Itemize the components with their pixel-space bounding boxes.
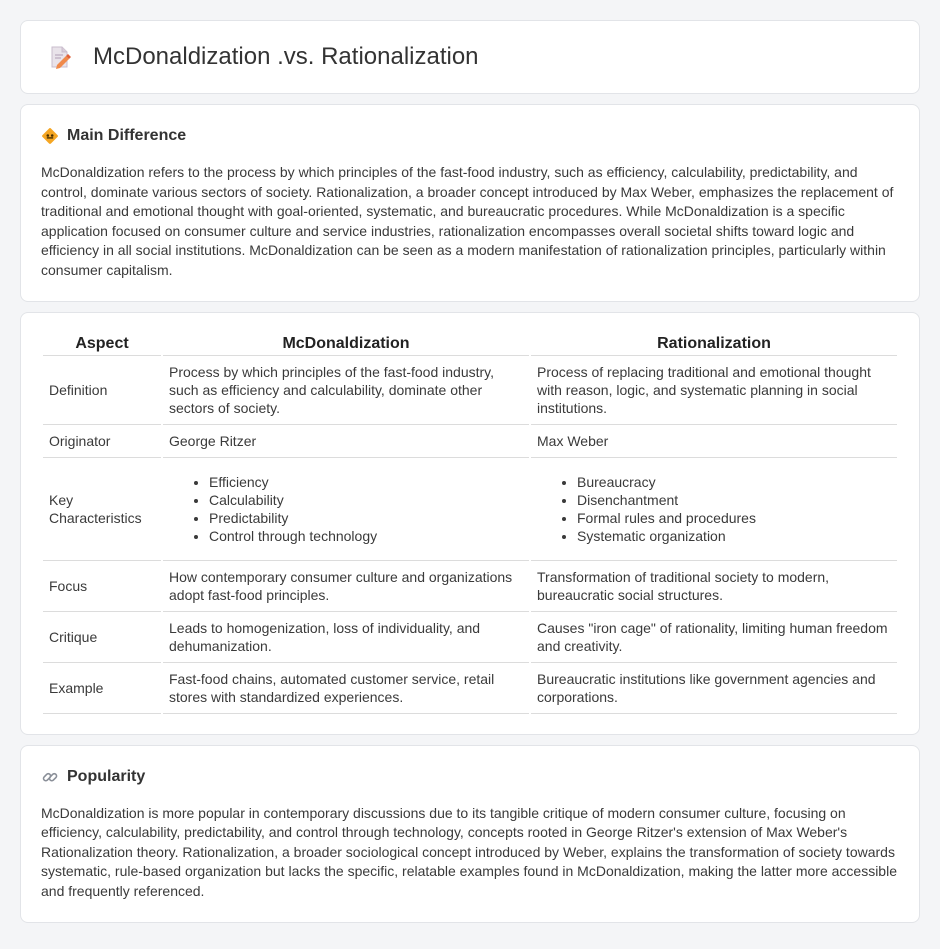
- popularity-text: McDonaldization is more popular in contemporary discussions due to its tangible critique of modern consumer culture, focusing on efficiency, calculability, predictability, and control through technology, concepts rooted in George Ritzer's extension of Max Weber's Rationalization theory. Rationalization, a broader sociological concept introduced by Weber, explains the transformation of society towards systematic, rule-based organization but lacks the specific, relatable examples found in McDonaldization, making the latter more accessible and frequently referenced.: [41, 804, 897, 899]
- mcdonaldization-cell: Process by which principles of the fast-food industry, such as efficiency and calculability, dominate other sectors of society.: [163, 356, 529, 425]
- mcdonaldization-cell: Leads to homogenization, loss of individuality, and dehumanization.: [163, 612, 529, 663]
- header-mcdonaldization: McDonaldization: [163, 331, 529, 356]
- main-difference-text: McDonaldization refers to the process by which principles of the fast-food industry, such as efficiency, calculability, predictability, and control, dominate various sectors of society. Rationalization, a broader concept introduced by Max Weber, emphasizes the replacement of traditional and emotional thought with goal-oriented, systematic, and bureaucratic procedures. While McDonaldization is a specific application focused on consumer culture and service industries, rationalization encompasses overall societal shifts toward logic and efficiency in all social institutions. McDonaldization can be seen as a modern manifestation of rationalization principles, particularly within consumer capitalism.: [41, 164, 894, 278]
- rationalization-cell: Causes "iron cage" of rationality, limiting human freedom and creativity.: [531, 612, 897, 663]
- aspect-cell: Definition: [43, 356, 161, 425]
- mcdonaldization-cell: Fast-food chains, automated customer service, retail stores with standardized experiences.: [163, 663, 529, 714]
- table-header-row: [43, 331, 897, 356]
- table-row: [43, 458, 897, 561]
- table-row: [43, 561, 897, 612]
- popularity-heading: Popularity: [67, 767, 146, 785]
- mcdonaldization-cell: [163, 458, 529, 561]
- list-item: • Control through technology: [209, 527, 523, 545]
- list-item: • Bureaucracy: [577, 473, 891, 491]
- aspect-cell: Originator: [43, 425, 161, 458]
- mcdonaldization-cell: George Ritzer: [163, 425, 529, 458]
- document-pencil-icon: [47, 44, 73, 70]
- header-aspect: Aspect: [43, 331, 161, 356]
- aspect-cell: Critique: [43, 612, 161, 663]
- list-item: • Disenchantment: [577, 491, 891, 509]
- diamond-sign-icon: [41, 127, 59, 145]
- list-item: • Formal rules and procedures: [577, 509, 891, 527]
- rationalization-characteristics-list: [577, 465, 891, 553]
- title-card: [20, 20, 920, 94]
- aspect-cell: Focus: [43, 561, 161, 612]
- main-difference-card: [20, 104, 920, 302]
- comparison-table: [41, 331, 899, 714]
- aspect-cell: Key Characteristics: [43, 458, 161, 561]
- list-item: • Efficiency: [209, 473, 523, 491]
- page-title: McDonaldization .vs. Rationalization: [93, 43, 479, 70]
- list-item: • Predictability: [209, 509, 523, 527]
- rationalization-cell: [531, 458, 897, 561]
- table-row: [43, 612, 897, 663]
- comparison-card: [20, 312, 920, 735]
- main-difference-heading: Main Difference: [67, 127, 187, 144]
- list-item: • Systematic organization: [577, 527, 891, 545]
- popularity-card: [20, 745, 920, 923]
- link-icon: [41, 768, 59, 786]
- table-row: [43, 425, 897, 458]
- rationalization-cell: Transformation of traditional society to modern, bureaucratic social structures.: [531, 561, 897, 612]
- list-item: • Calculability: [209, 491, 523, 509]
- rationalization-cell: Process of replacing traditional and emotional thought with reason, logic, and systematic planning in social institutions.: [531, 356, 897, 425]
- header-rationalization: Rationalization: [531, 331, 897, 356]
- table-row: [43, 356, 897, 425]
- mcdonaldization-cell: How contemporary consumer culture and organizations adopt fast-food principles.: [163, 561, 529, 612]
- table-row: [43, 663, 897, 714]
- aspect-cell: Example: [43, 663, 161, 714]
- mcdonaldization-characteristics-list: [209, 465, 523, 553]
- rationalization-cell: Max Weber: [531, 425, 897, 458]
- rationalization-cell: Bureaucratic institutions like government agencies and corporations.: [531, 663, 897, 714]
